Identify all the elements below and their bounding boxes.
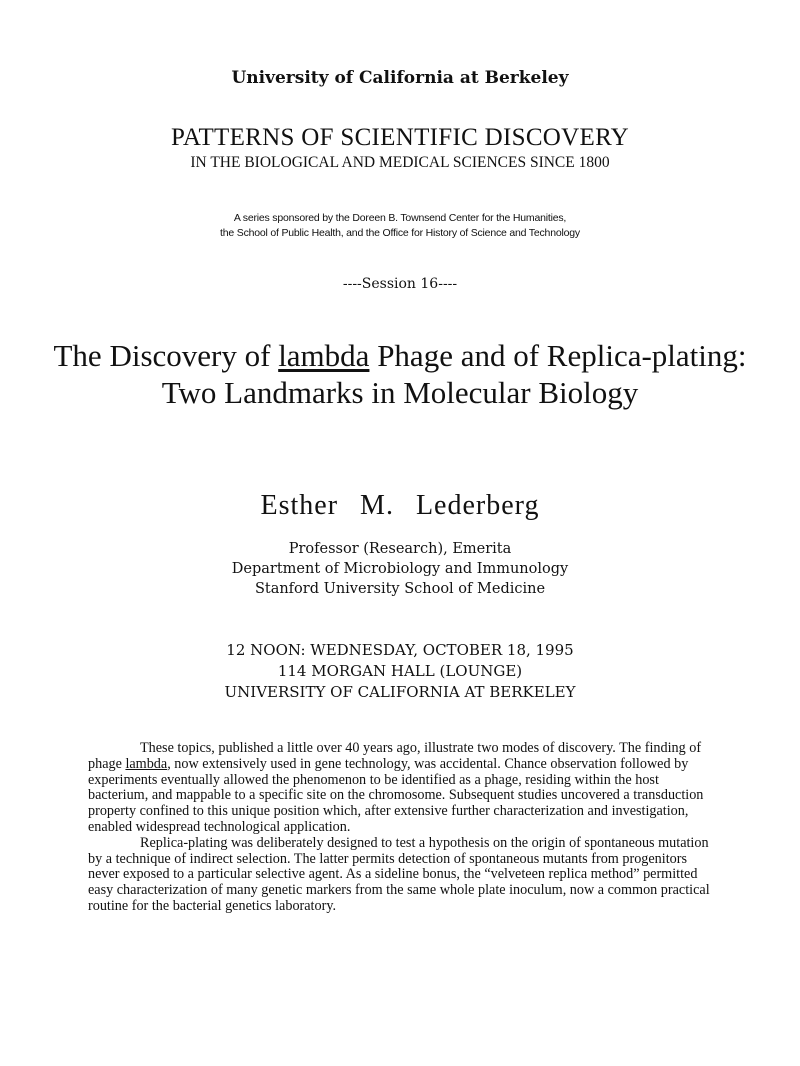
sponsor-line-1: A series sponsored by the Doreen B. Townsend Center for the Humanities, [233, 212, 567, 224]
sponsor-line-2: the School of Public Health, and the Office for History of Science and Technology [220, 227, 580, 239]
sponsor-note [0, 211, 800, 241]
speaker-position: Professor (Research), Emerita [288, 541, 512, 557]
abstract-paragraph-1 [88, 741, 716, 836]
abstract-p1-start: These topics, published a little over 40 years ago, illustrate two modes of discovery. The finding of phage [88, 740, 702, 772]
talk-title [50, 337, 750, 411]
talk-title-part-1: The Discovery of [53, 338, 279, 373]
abstract-p1-emphasis: lambda [125, 755, 168, 772]
speaker-name: Esther M. Lederberg [260, 490, 540, 521]
talk-title-part-2: Phage and of Replica-plating: Two Landmarks in Molecular Biology [161, 338, 747, 410]
speaker-school: Stanford University School of Medicine [254, 581, 546, 597]
university-heading: University of California at Berkeley [231, 68, 569, 88]
abstract [88, 741, 716, 915]
speaker-affiliation [0, 539, 800, 599]
abstract-paragraph-2: Replica-plating was deliberately designed to test a hypothesis on the origin of spontaneous mutation by a technique of indirect selection. The latter permits detection of spontaneous mutants from progenitors never exposed to a particular selective agent. As a sideline bonus, the “velveteen replica method” permitted easy characterization of many genetic markers from the same whole plate inoculum, now a common practical routine for the bacterial genetics laboratory. [88, 834, 710, 914]
session-label: ----Session 16---- [342, 276, 458, 292]
event-place: UNIVERSITY OF CALIFORNIA AT BERKELEY [224, 683, 576, 701]
event-time: 12 NOON: WEDNESDAY, OCTOBER 18, 1995 [226, 641, 574, 659]
series-subtitle: IN THE BIOLOGICAL AND MEDICAL SCIENCES SINCE 1800 [190, 154, 610, 171]
series-title: PATTERNS OF SCIENTIFIC DISCOVERY [170, 124, 630, 151]
event-details [0, 640, 800, 703]
talk-title-emphasis: lambda [278, 338, 370, 373]
event-room: 114 MORGAN HALL (LOUNGE) [277, 662, 523, 680]
speaker-department: Department of Microbiology and Immunology [231, 561, 569, 577]
abstract-p1-end: , now extensively used in gene technology, was accidental. Chance observation followed by experiments eventually allowed the phenomenon to be identified as a phage, residing within the host bacterium, and mappable to a specific site on the chromosome. Subsequent studies uncovered a transduction property confined to this unique position which, after extensive further characterization and investigation, enabled widespread technological application. [88, 755, 704, 835]
